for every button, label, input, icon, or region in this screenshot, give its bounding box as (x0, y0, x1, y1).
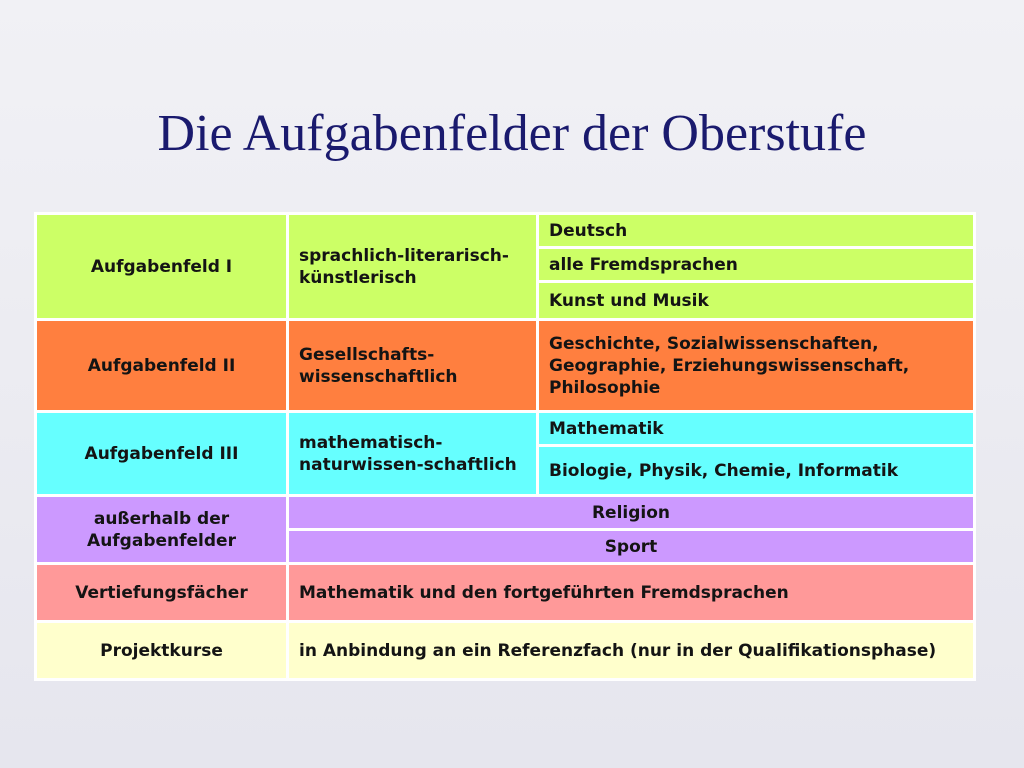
feld1-bereich: sprachlich-literarisch-künstlerisch (288, 214, 538, 320)
table-row (36, 412, 975, 446)
projekt-text: in Anbindung an ein Referenzfach (nur in der Qualifikationsphase) (288, 622, 975, 680)
vertiefung-text: Mathematik und den fortgeführten Fremdsprachen (288, 564, 975, 622)
ausserhalb-fach: Sport (288, 530, 975, 564)
feld2-fach: Geschichte, Sozialwissenschaften, Geographie, Erziehungswissenschaft, Philosophie (538, 320, 975, 412)
feld1-fach: Kunst und Musik (538, 282, 975, 320)
feld2-name: Aufgabenfeld II (36, 320, 288, 412)
feld3-bereich: mathematisch-naturwissen-schaftlich (288, 412, 538, 496)
ausserhalb-name: außerhalb der Aufgabenfelder (36, 496, 288, 564)
table-row (36, 622, 975, 680)
vertiefung-name: Vertiefungsfächer (36, 564, 288, 622)
ausserhalb-fach: Religion (288, 496, 975, 530)
table-row (36, 214, 975, 248)
feld1-fach: alle Fremdsprachen (538, 248, 975, 282)
page-title: Die Aufgabenfelder der Oberstufe (157, 105, 867, 162)
feld3-name: Aufgabenfeld III (36, 412, 288, 496)
feld3-fach: Mathematik (538, 412, 975, 446)
feld1-fach: Deutsch (538, 214, 975, 248)
feld1-name: Aufgabenfeld I (36, 214, 288, 320)
table-row (36, 564, 975, 622)
table-row (36, 320, 975, 412)
aufgabenfelder-table (34, 212, 976, 681)
projekt-name: Projektkurse (36, 622, 288, 680)
feld3-fach: Biologie, Physik, Chemie, Informatik (538, 446, 975, 496)
feld2-bereich: Gesellschafts-wissenschaftlich (288, 320, 538, 412)
table-row (36, 496, 975, 530)
